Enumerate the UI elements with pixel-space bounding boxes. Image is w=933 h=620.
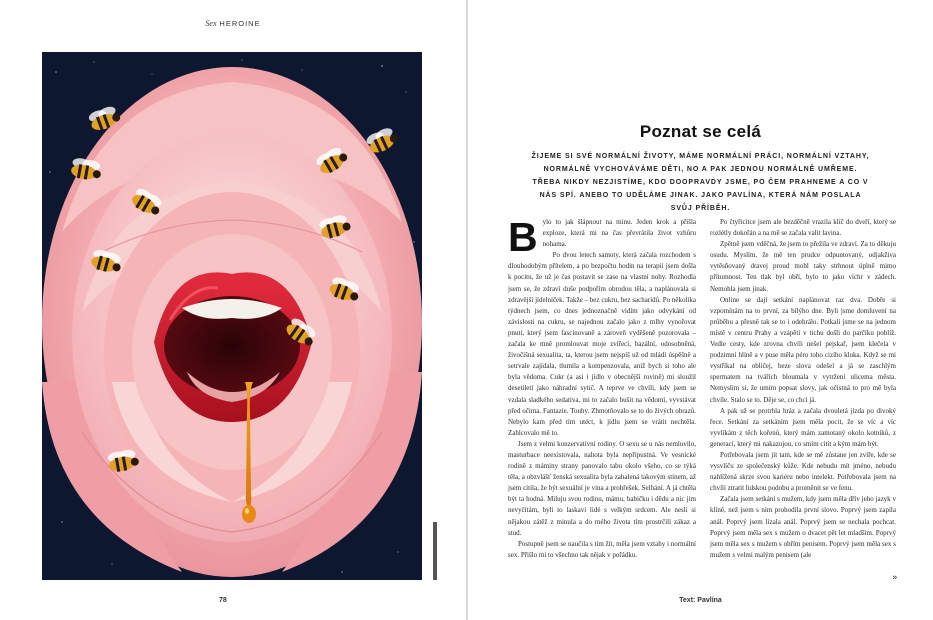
- running-head-section: Sex: [205, 19, 217, 28]
- continue-arrow-icon: »: [892, 573, 898, 583]
- body-paragraph: Začala jsem setkání s mužem, kdy jsem měla dřív jeho jazyk v klíně, než jsem s ním prohodila první slovo. Poprvý jsem zapila anál. Poprvý jsem lízala anál. Poprvý jsem se nechala pochcat. Poprvý jsem měla sex s mužem o dvacet pět let mladším. Poprvý jsem měla sex s mužem s obřím penisem. Poprvý jsem měla sex s mužem s velmi malým penisem (ale: [710, 495, 896, 559]
- body-paragraph: Potřebovala jsem jít tam, kde se mě zůstane jen zvíře, kde se vysvlíču ze společenský kůže. Kde nebudu mít jméno, nebudu nahlížená skrze svou kariéru nebo intelekt. Potřebovala jsem na chvíli ztratit lidskou podobu a proměnit se ve fenu.: [710, 450, 896, 493]
- scrollbar-thumb[interactable]: [433, 522, 437, 580]
- body-paragraph: ylo to jak šlápnout na minu. Jeden krok a přišla exploze, která mi na čas převrátila život vzhůru nohama.: [542, 218, 696, 249]
- drop-cap: B: [508, 214, 538, 260]
- right-page: [468, 0, 933, 620]
- body-paragraph: A pak už se protrhla hráz a začala dvouletá jízda po divoký řece. Setkání za setkáním jsem měla pocit, že se víc a víc vyvlíkám z těch kořenů, který mám zamotaný okolo kotníků, z generací, který mi nakazujou, co smím cítit a kým mám být.: [710, 406, 896, 448]
- body-paragraph: Jsem z velmi konzervativní rodiny. O sexu se u nás nemluvilo, masturbace neexistovala, nahota byla nepřípustná. Ve vesnické rodině z máminy strany panovalo tabu okolo všeho, co se týká těla, a obzvlášť ženská sexualita byla zahalená takovým stínem, až jsem cítila, že být sexuální je vina a prohřešek. Selhání. A já chtěla být ta hodná. Miluju svou rodinu, mámu, babičku i dědu a nic jim nevyčítám, byli to laskaví lidé s velkým srdcem. Ale nesli si nějakou zátěž z minula a do mého života tím prostrčili zákaz a stud.: [508, 439, 696, 537]
- illustration-svg: [42, 52, 422, 580]
- article-headline: Poznat se celá: [639, 122, 762, 141]
- body-column-2: [710, 217, 896, 561]
- body-paragraph: Online se dají setkání naplánovat raz dva. Dobře si vzpomínám na to první, za bílýho dne. Byli jsme domluvení na průběhu a přesně tak se to i odehrálo. Potkali jsme se na jednom místě v centru Prahy a vzápětí v tichu došli do parčíku poblíž. Vedle cesty, kde zrovna chvíli nešel pejskař, jsem klečela v podzimní hlíně a v puse měla péro toho cizího kluka. Když se mi vystříkal na obličej, beze slova odešel a já se zaschlým spermatem na tvářích bloumala v vytržení ulicema města. Nemyslím si, že umím popsat slovy, jak očistná to pro mě byla chvíle. Stalo se to. Děje se, co chci já.: [710, 295, 896, 404]
- body-column-1: [508, 214, 696, 561]
- body-paragraph: Po dvou letech samoty, která začala rozchodem s dlouhodobým přítelem, a po bezpočtu hodin na terapii jsem došla k pocitu, že už je čas postavit se zase na vlastní nohy. Rozhodla jsem se, že zdraví duše podpořím obrodou těla, a naplánovala si zdravější jídelníček. Takže – bez cukru, bez sacharidů. Po několika týdnech jsem, co dnes jednoznačně vidím jako odvykání od závislosti na cukru, se najednou začalo jako z mlhy vynořovat pnutí, který jsem fascinovaně a zároveň vyděšeně pozorovala – začala ke mně promlouvat moje zvířecí, bazální, odosobněná, živočišná sexualita, ta, kterou jsem nejspíš už od mládí úspěšně a setrvale zajídala, tlumila a kompenzovala, aniž bych si toho ale byla vědoma. Cukr (a asi i jídlo v obecnější rovině) mi sloužil desetiletí jako náhradní sytič. A teprve ve chvíli, kdy jsem se vzdala sladkého sedativa, mi to začalo bušit na vědomí, vyvstávat před očima. Fantazie. Touhy. Zhmotňovalo se to do živých obrazů. Nebylo kam před tím utéct, k jídlu jsem se vrátit nechtěla. Zahlcovalo mě to.: [508, 251, 696, 437]
- article-lead: ŽIJEME SI SVÉ NORMÁLNÍ ŽIVOTY, MÁME NORMÁLNÍ PRÁCI, NORMÁLNÍ VZTAHY, NORMÁLNĚ VYCHOVÁVÁME DĚTI, NO A PAK JEDNOU NORMÁLNĚ UMŘEME. TŘEBA NIKDY NEZJISTÍME, KDO DOOPRAVDY JSME, PO ČEM PRAHNEME A CO V NÁS SPÍ. ANEBO TO UDĚLÁME JINAK. JAKO PAVLÍNA, KTERÁ NÁM POSLALA SVŮJ PŘÍBĚH.: [531, 153, 870, 212]
- body-paragraph: Zpětně jsem vděčná, že jsem to přežila ve zdraví. Za to děkuju osudu. Myslím, že mě ten prudce odpuntovaný, odjakživa vytěsňovaný dravej proud mohl taky strhnout úplně mimo přítomnost. Ten tlak byl obří, bylo to jako vichr v zádech. Nemohla jsem jinak.: [710, 240, 896, 293]
- body-paragraph: Po čtyřicítce jsem ale bezděčně vrazila klíč do dveří, který se rozlétly dokořán a na mě se začala valit lavina.: [710, 218, 896, 238]
- author-credit: Text: Pavlína: [679, 597, 722, 604]
- page-number-left: 78: [219, 597, 227, 604]
- body-paragraph: Postupně jsem se naučila s tím žít, měla jsem vztahy i normální sex. Přišlo mi to všechno tak nějak v pořádku.: [508, 539, 696, 559]
- running-head: [0, 19, 466, 28]
- running-head-title: HEROINE: [219, 19, 261, 28]
- illustration-rose-lips-bees: [42, 52, 422, 580]
- left-page: [0, 0, 466, 620]
